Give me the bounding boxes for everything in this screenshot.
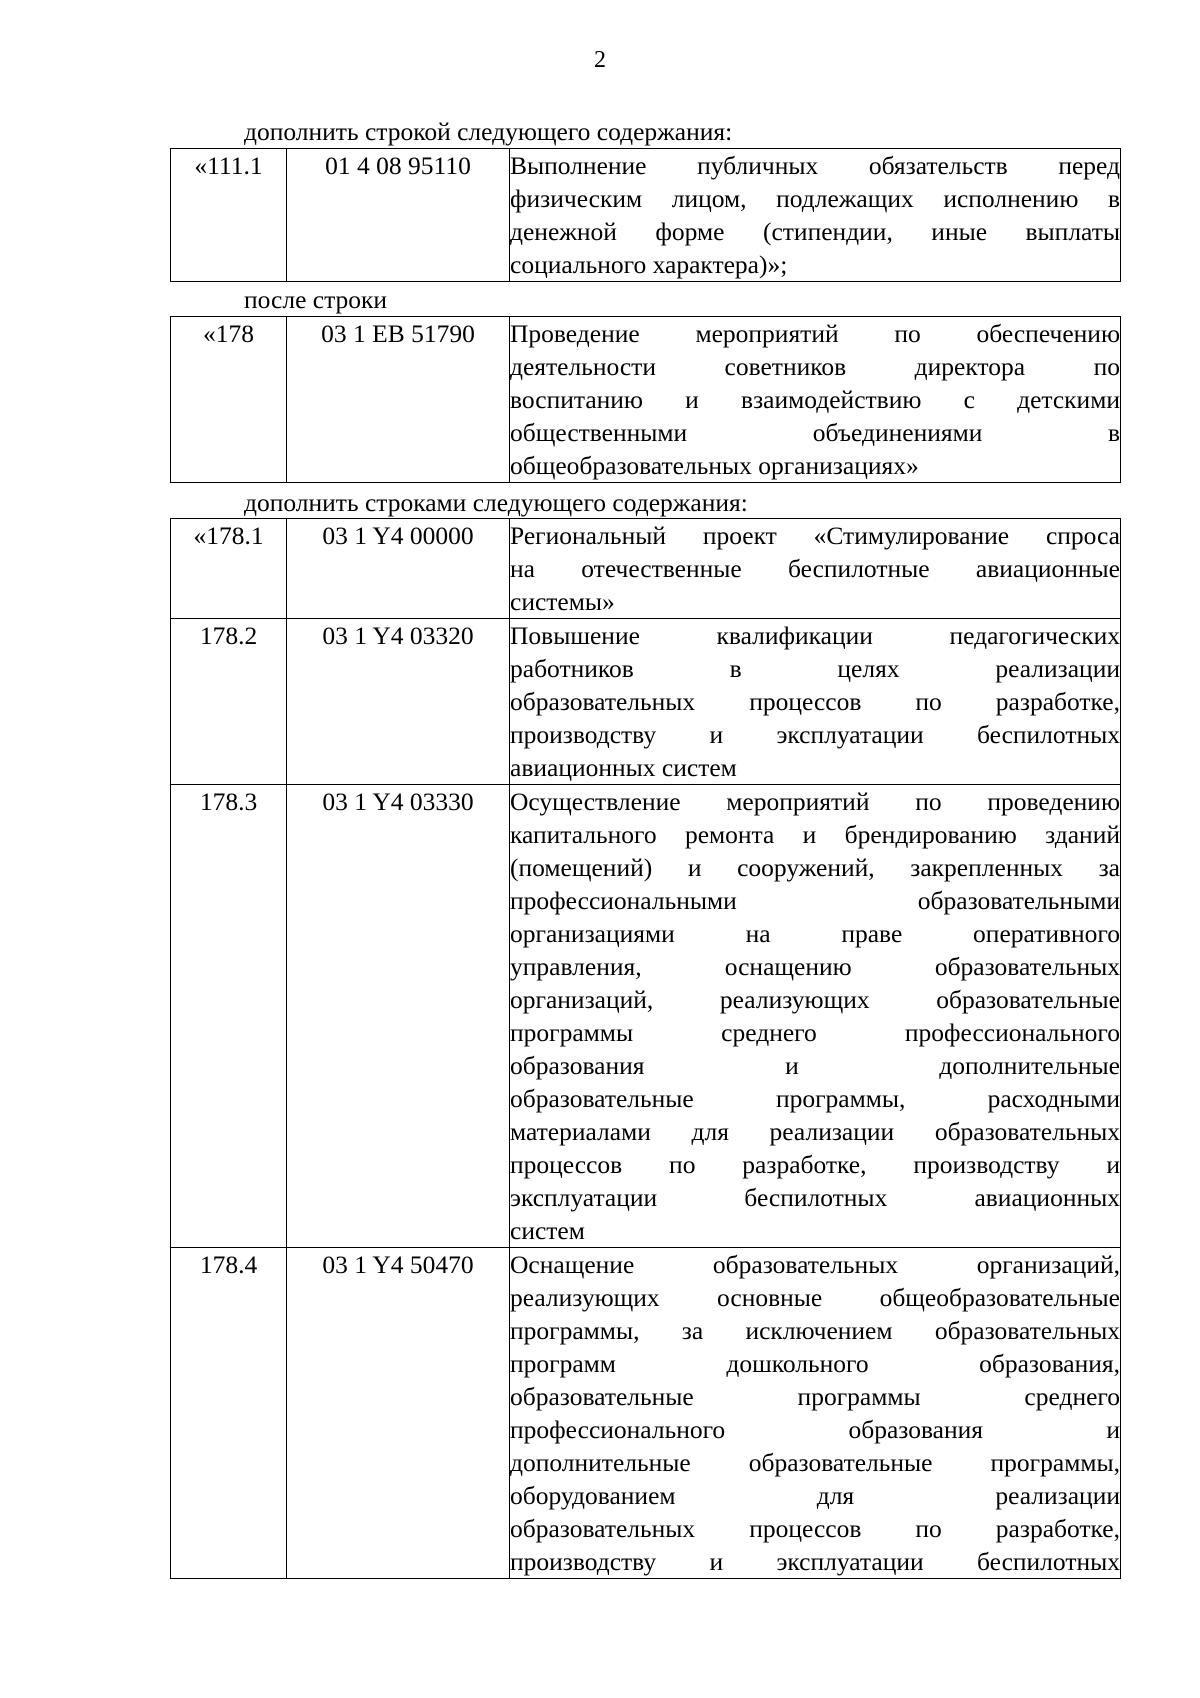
description-line: систем bbox=[510, 1216, 585, 1245]
description-line: денежной форме (стипендии, иные выплаты bbox=[510, 217, 1120, 246]
description-line: работников в целях реализации bbox=[510, 654, 1120, 683]
description-line: реализующих основные общеобразовательные bbox=[510, 1283, 1120, 1312]
table-row bbox=[171, 619, 1121, 785]
description-line: управления, оснащению образовательных bbox=[510, 952, 1120, 981]
description-line: профессиональными образовательными bbox=[510, 886, 1120, 915]
row-description bbox=[510, 1248, 1121, 1579]
row-number: 178.4 bbox=[171, 1248, 287, 1579]
description-line: Проведение мероприятий по обеспечению bbox=[510, 319, 1120, 348]
description-line: организациями на праве оперативного bbox=[510, 919, 1120, 948]
budget-code: 03 1 Y4 50470 bbox=[287, 1248, 510, 1579]
row-number: «178 bbox=[171, 317, 287, 483]
budget-code: 03 1 Y4 03320 bbox=[287, 619, 510, 785]
table-row-178 bbox=[170, 316, 1121, 483]
row-description bbox=[510, 519, 1121, 619]
description-line: Повышение квалификации педагогических bbox=[510, 621, 1120, 650]
description-line: на отечественные беспилотные авиационные bbox=[510, 554, 1120, 583]
budget-code: 01 4 08 95110 bbox=[287, 149, 510, 282]
description-line: производству и эксплуатации беспилотных bbox=[510, 1547, 1120, 1576]
description-line: Выполнение публичных обязательств перед bbox=[510, 151, 1120, 180]
description-line: материалами для реализации образовательных bbox=[510, 1117, 1120, 1146]
description-line: Оснащение образовательных организаций, bbox=[510, 1250, 1120, 1279]
table-row bbox=[171, 785, 1121, 1248]
row-description bbox=[510, 317, 1121, 483]
description-line: системы» bbox=[510, 587, 615, 616]
table-row bbox=[171, 317, 1121, 483]
row-description bbox=[510, 619, 1121, 785]
description-line: эксплуатации беспилотных авиационных bbox=[510, 1183, 1120, 1212]
description-line: Осуществление мероприятий по проведению bbox=[510, 787, 1120, 816]
description-line: авиационных систем bbox=[510, 753, 737, 782]
description-line: образования и дополнительные bbox=[510, 1051, 1120, 1080]
description-line: программы, за исключением образовательных bbox=[510, 1316, 1120, 1345]
description-line: социального характера)»; bbox=[510, 250, 788, 279]
description-line: общественными объединениями в bbox=[510, 418, 1120, 447]
description-line: капитального ремонта и брендированию зданий bbox=[510, 820, 1120, 849]
description-line: общеобразовательных организациях» bbox=[510, 451, 919, 480]
row-description bbox=[510, 785, 1121, 1248]
table-row-111-1 bbox=[170, 148, 1121, 282]
page-number: 2 bbox=[594, 47, 606, 73]
description-line: программы среднего профессионального bbox=[510, 1018, 1120, 1047]
budget-code: 03 1 Y4 00000 bbox=[287, 519, 510, 619]
description-line: деятельности советников директора по bbox=[510, 352, 1120, 381]
table-row bbox=[171, 519, 1121, 619]
description-line: программ дошкольного образования, bbox=[510, 1349, 1120, 1378]
instruction-add-row: дополнить строкой следующего содержания: bbox=[244, 117, 733, 146]
row-number: 178.2 bbox=[171, 619, 287, 785]
row-number: «111.1 bbox=[171, 149, 287, 282]
instruction-add-rows: дополнить строками следующего содержания: bbox=[244, 488, 748, 517]
description-line: образовательных процессов по разработке, bbox=[510, 687, 1120, 716]
row-number: 178.3 bbox=[171, 785, 287, 1248]
budget-code: 03 1 Y4 03330 bbox=[287, 785, 510, 1248]
description-line: воспитанию и взаимодействию с детскими bbox=[510, 385, 1120, 414]
description-line: Региональный проект «Стимулирование спроса bbox=[510, 521, 1120, 550]
table-row bbox=[171, 1248, 1121, 1579]
description-line: образовательные программы среднего bbox=[510, 1382, 1120, 1411]
description-line: профессионального образования и bbox=[510, 1415, 1120, 1444]
description-line: образовательных процессов по разработке, bbox=[510, 1514, 1120, 1543]
row-description bbox=[510, 149, 1121, 282]
table-rows-178-x bbox=[170, 518, 1121, 1579]
description-line: производству и эксплуатации беспилотных bbox=[510, 720, 1120, 749]
description-line: физическим лицом, подлежащих исполнению в bbox=[510, 184, 1120, 213]
table-row bbox=[171, 149, 1121, 282]
budget-code: 03 1 ЕВ 51790 bbox=[287, 317, 510, 483]
description-line: оборудованием для реализации bbox=[510, 1481, 1120, 1510]
description-line: дополнительные образовательные программы, bbox=[510, 1448, 1120, 1477]
description-line: (помещений) и сооружений, закрепленных за bbox=[510, 853, 1120, 882]
row-number: «178.1 bbox=[171, 519, 287, 619]
instruction-after-row: после строки bbox=[244, 285, 388, 314]
description-line: процессов по разработке, производству и bbox=[510, 1150, 1120, 1179]
description-line: организаций, реализующих образовательные bbox=[510, 985, 1120, 1014]
description-line: образовательные программы, расходными bbox=[510, 1084, 1120, 1113]
